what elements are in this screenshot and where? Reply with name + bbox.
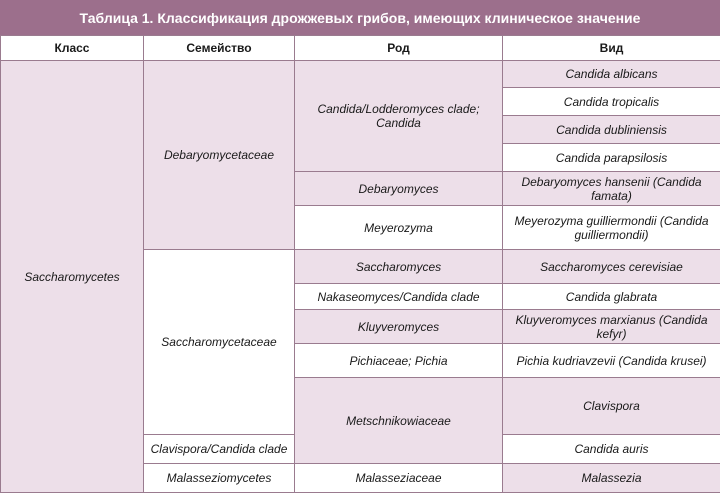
header-family: Семейство [144, 36, 295, 61]
species-cell: Debaryomyces hansenii (Candida famata) [503, 172, 720, 206]
family-cell: Saccharomycetaceae [144, 250, 295, 435]
genus-cell: Pichiaceae; Pichia [295, 344, 503, 378]
family-cell: Debaryomycetaceae [144, 61, 295, 250]
genus-cell: Clavispora/Candida clade [144, 435, 295, 464]
species-cell: Meyerozyma guilliermondii (Candida guilliermondii) [503, 206, 720, 250]
family-cell: Malasseziaceae [295, 464, 503, 493]
species-cell: Kluyveromyces marxianus (Candida kefyr) [503, 310, 720, 344]
header-species: Вид [503, 36, 720, 61]
species-cell: Candida dubliniensis [503, 116, 720, 144]
header-genus: Род [295, 36, 503, 61]
header-row [1, 36, 720, 61]
genus-cell: Kluyveromyces [295, 310, 503, 344]
species-cell: Candida glabrata [503, 284, 720, 310]
species-cell: Candida tropicalis [503, 88, 720, 116]
genus-cell: Meyerozyma [295, 206, 503, 250]
species-cell: Candida albicans [503, 61, 720, 88]
genus-cell: Debaryomyces [295, 172, 503, 206]
table-row [1, 61, 720, 88]
header-class: Класс [1, 36, 144, 61]
species-cell: Candida parapsilosis [503, 144, 720, 172]
family-cell: Metschnikowiaceae [295, 378, 503, 464]
genus-cell: Clavispora [503, 378, 720, 435]
genus-cell: Nakaseomyces/Candida clade [295, 284, 503, 310]
species-cell: Pichia kudriavzevii (Candida krusei) [503, 344, 720, 378]
table-title: Таблица 1. Классификация дрожжевых грибов, имеющих клиническое значение [0, 0, 720, 35]
species-cell: Candida auris [503, 435, 720, 464]
class-cell: Saccharomycetes [1, 61, 144, 493]
classification-table [0, 35, 720, 493]
class-cell: Malasseziomycetes [144, 464, 295, 493]
species-cell: Saccharomyces cerevisiae [503, 250, 720, 284]
genus-cell: Malassezia [503, 464, 720, 493]
genus-cell: Saccharomyces [295, 250, 503, 284]
genus-cell: Candida/Lodderomyces clade; Candida [295, 61, 503, 172]
